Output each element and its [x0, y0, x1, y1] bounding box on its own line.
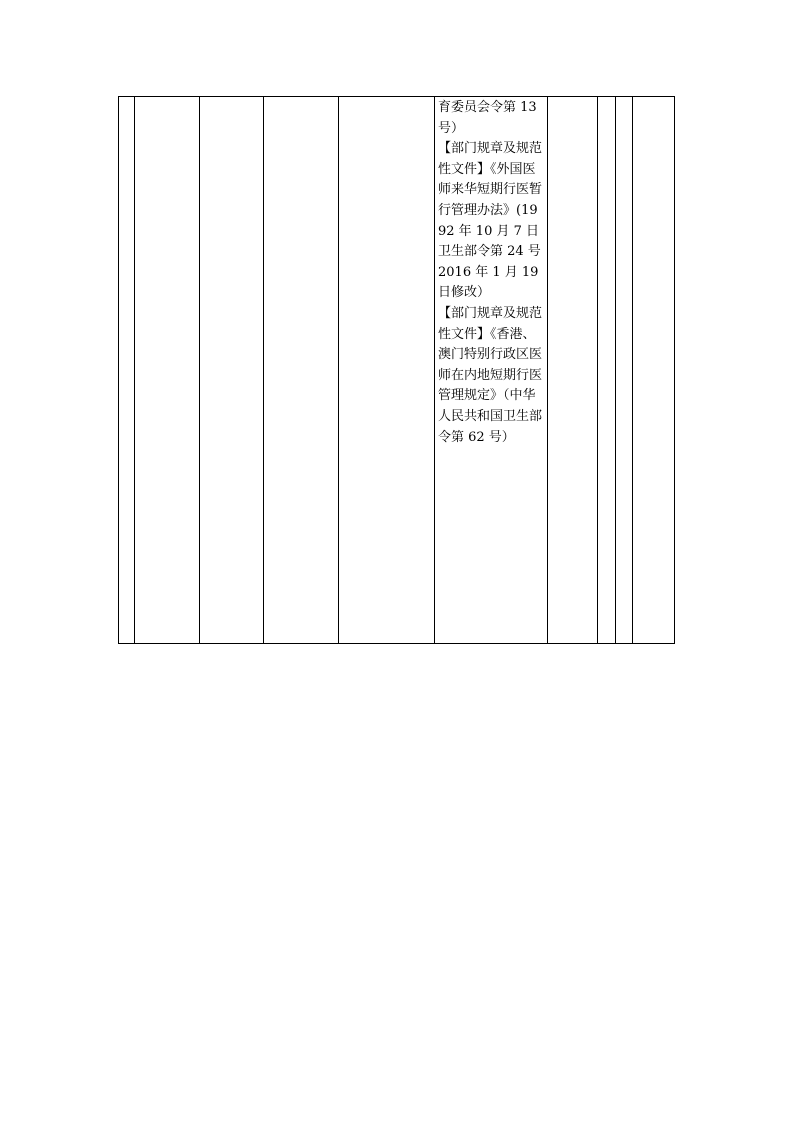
- table-cell-col5: [339, 97, 435, 644]
- table-cell-col2: [135, 97, 200, 644]
- continuation-table: [118, 96, 675, 644]
- table-cell-basis: [435, 97, 548, 644]
- table-cell-col3: [200, 97, 264, 644]
- table-cell-col9: [616, 97, 633, 644]
- table-cell-col8: [598, 97, 616, 644]
- table-cell-col1: [119, 97, 135, 644]
- basis-paragraph-3: 【部门规章及规范性文件】《香港、澳门特别行政区医师在内地短期行医管理规定》（中华人民共和国卫生部令第 62 号）: [438, 305, 543, 445]
- table-cell-col10: [633, 97, 675, 644]
- table-cell-col4: [264, 97, 339, 644]
- table-row: [119, 97, 675, 644]
- basis-paragraph-2: 【部门规章及规范性文件】《外国医师来华短期行医暂行管理办法》(1992 年 10 月 7 日卫生部令第 24 号 2016 年 1 月 19 日修改）: [438, 141, 543, 301]
- table-cell-col7: [548, 97, 598, 644]
- basis-paragraph-1: 育委员会令第 13 号）: [438, 100, 537, 136]
- legal-basis-text: [435, 97, 547, 448]
